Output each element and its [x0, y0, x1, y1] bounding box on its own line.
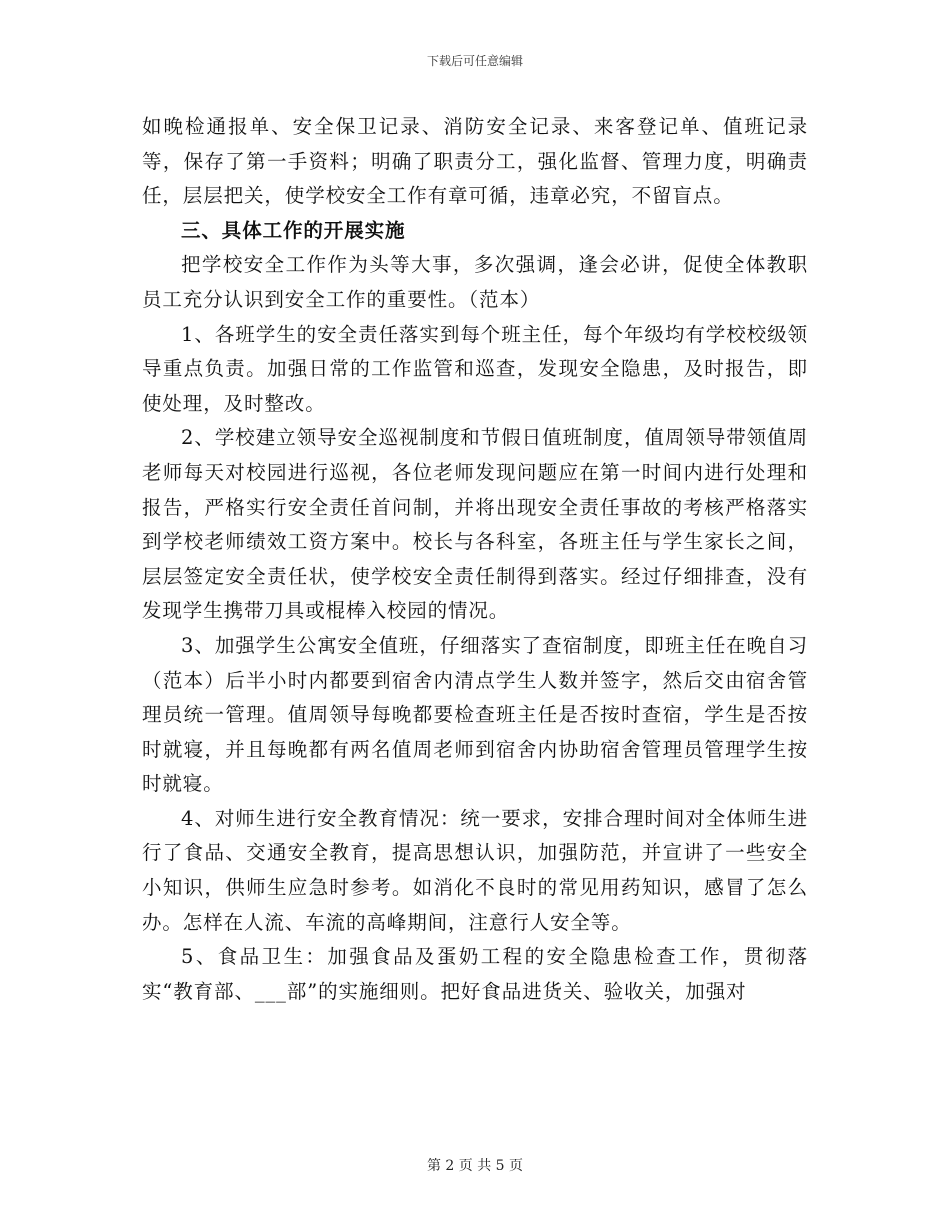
document-body — [142, 110, 808, 1009]
paragraph-item-3: 3、加强学生公寓安全值班，仔细落实了查宿制度，即班主任在晚自习（范本）后半小时内都要到宿舍内清点学生人数并签字，然后交由宿舍管理员统一管理。值周领导每晚都要检查班主任是否按时查宿，学生是否按时就寝，并且每晚都有两名值周老师到宿舍内协助宿舍管理员管理学生按时就寝。 — [142, 633, 808, 796]
paragraph-item-2: 2、学校建立领导安全巡视制度和节假日值班制度，值周领导带领值周老师每天对校园进行巡视，各位老师发现问题应在第一时间内进行处理和报告，严格实行安全责任首问制，并将出现安全责任事故的考核严格落实到学校老师绩效工资方案中。校长与各科室，各班主任与学生家长之间，层层签定安全责任状，使学校安全责任制得到落实。经过仔细排查，没有发现学生携带刀具或棍棒入校园的情况。 — [142, 426, 808, 623]
page-footer: 第 2 页 共 5 页 — [426, 1158, 524, 1174]
paragraph-item-4: 4、对师生进行安全教育情况：统一要求，安排合理时间对全体师生进行了食品、交通安全教育，提高思想认识，加强防范，并宣讲了一些安全小知识，供师生应急时参考。如消化不良时的常见用药知识，感冒了怎么办。怎样在人流、车流的高峰期间，注意行人安全等。 — [142, 806, 808, 934]
paragraph-item-5: 5、食品卫生：加强食品及蛋奶工程的安全隐患检查工作，贯彻落实“教育部、___部”的实施细则。把好食品进货关、验收关，加强对 — [142, 945, 808, 1003]
paragraph-intro: 把学校安全工作作为头等大事，多次强调，逢会必讲，促使全体教职员工充分认识到安全工作的重要性。（范本） — [142, 253, 808, 311]
paragraph-continuation: 如晚检通报单、安全保卫记录、消防安全记录、来客登记单、值班记录等，保存了第一手资料；明确了职责分工，强化监督、管理力度，明确责任，层层把关，使学校安全工作有章可循，违章必究，不留盲点。 — [142, 115, 808, 208]
section-heading-3: 三、具体工作的开展实施 — [181, 218, 406, 242]
page-header: 下载后可任意编辑 — [426, 54, 523, 68]
paragraph-item-1: 1、各班学生的安全责任落实到每个班主任，每个年级均有学校校级领导重点负责。加强日常的工作监管和巡查，发现安全隐患，及时报告，即使处理，及时整改。 — [142, 322, 808, 415]
